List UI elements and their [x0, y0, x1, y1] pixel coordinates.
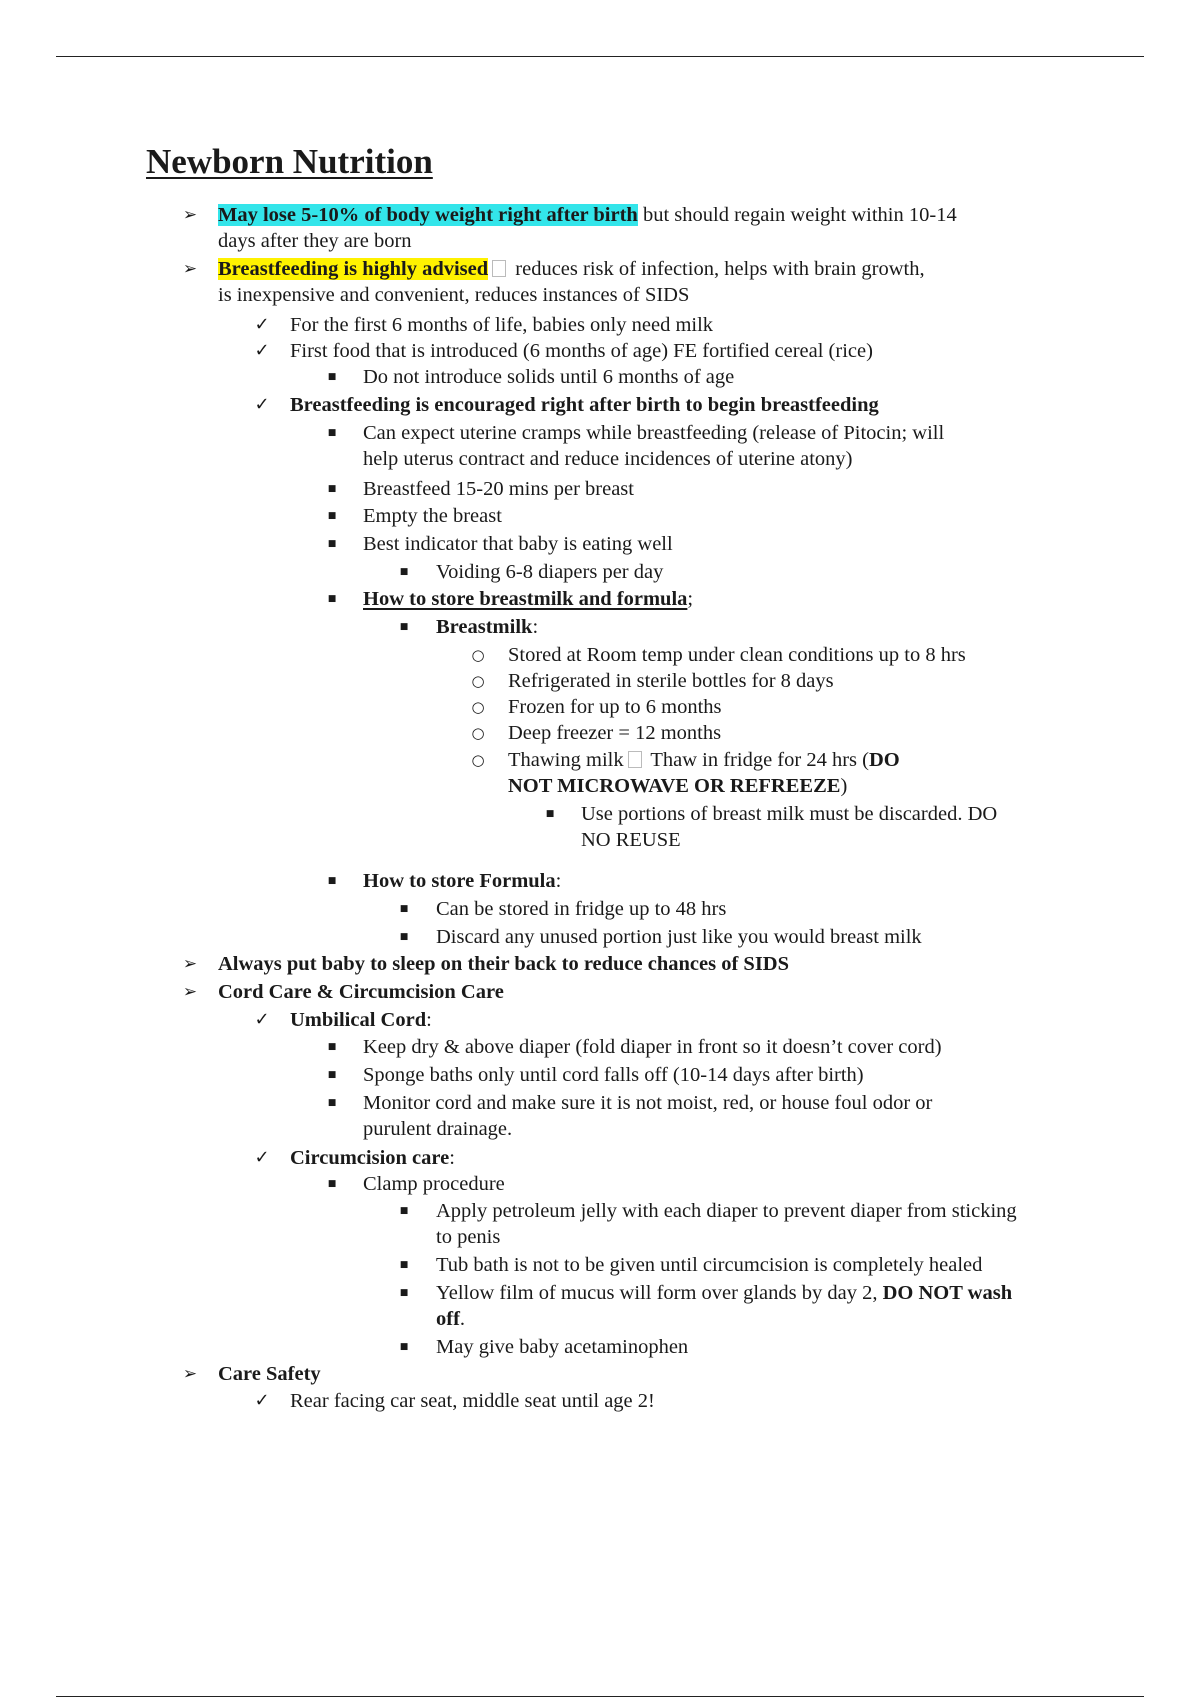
square-bullet-icon: ■ — [327, 539, 337, 549]
list-item — [363, 868, 561, 894]
emphasis-text: DO — [868, 749, 900, 771]
circle-bullet-icon: ○ — [471, 698, 485, 716]
square-bullet-icon: ■ — [399, 1342, 409, 1352]
square-bullet-icon: ■ — [399, 904, 409, 914]
check-bullet-icon: ✓ — [254, 1390, 270, 1411]
square-bullet-icon: ■ — [399, 1288, 409, 1298]
list-item: Care Safety — [218, 1363, 321, 1385]
check-bullet-icon: ✓ — [254, 314, 270, 335]
list-item: Can be stored in fridge up to 48 hrs — [436, 898, 727, 920]
missing-glyph-icon — [628, 751, 642, 768]
item-text-continued: is inexpensive and convenient, reduces instances of SIDS — [218, 284, 690, 306]
square-bullet-icon: ■ — [327, 372, 337, 382]
square-bullet-icon: ■ — [327, 1070, 337, 1080]
emphasis-text: off — [436, 1308, 460, 1330]
item-text: ; — [687, 588, 694, 610]
square-bullet-icon: ■ — [327, 1042, 337, 1052]
list-item: Stored at Room temp under clean conditions up to 8 hrs — [508, 644, 966, 666]
list-item — [218, 202, 957, 228]
list-item — [436, 1280, 1012, 1306]
list-item: Breastfeeding is encouraged right after birth to begin breastfeeding — [290, 394, 879, 416]
list-item — [508, 747, 900, 773]
list-item — [218, 256, 925, 282]
list-item: Clamp procedure — [363, 1173, 505, 1195]
arrow-bullet-icon: ➢ — [182, 205, 198, 225]
list-item: Best indicator that baby is eating well — [363, 533, 673, 555]
item-text-continued: NO REUSE — [581, 829, 681, 851]
list-item — [363, 586, 693, 612]
section-heading: How to store breastmilk and formula — [363, 588, 688, 610]
list-item: Can expect uterine cramps while breastfeeding (release of Pitocin; will — [363, 422, 945, 444]
square-bullet-icon: ■ — [399, 1260, 409, 1270]
list-item: Rear facing car seat, middle seat until age 2! — [290, 1390, 655, 1412]
arrow-bullet-icon: ➢ — [182, 982, 198, 1002]
circle-bullet-icon: ○ — [471, 646, 485, 664]
list-item: Frozen for up to 6 months — [508, 696, 722, 718]
list-item: For the first 6 months of life, babies only need milk — [290, 314, 714, 336]
item-text-continued — [436, 1306, 465, 1332]
item-text: Yellow film of mucus will form over glands by day 2, — [436, 1282, 883, 1304]
emphasis-text: DO NOT wash — [882, 1282, 1013, 1304]
list-item: Always put baby to sleep on their back to reduce chances of SIDS — [218, 953, 790, 975]
item-text: : — [532, 616, 539, 638]
item-text-continued — [508, 773, 847, 799]
list-item: Keep dry & above diaper (fold diaper in front so it doesn’t cover cord) — [363, 1036, 942, 1058]
square-bullet-icon: ■ — [399, 622, 409, 632]
square-bullet-icon: ■ — [545, 809, 555, 819]
header-rule — [56, 56, 1144, 57]
check-bullet-icon: ✓ — [254, 1009, 270, 1030]
item-text: Thawing milk — [508, 749, 624, 771]
list-item: Monitor cord and make sure it is not moist, red, or house foul odor or — [363, 1092, 933, 1114]
missing-glyph-icon — [492, 260, 506, 277]
list-item: Apply petroleum jelly with each diaper to prevent diaper from sticking — [436, 1200, 1017, 1222]
square-bullet-icon: ■ — [327, 1098, 337, 1108]
item-text-continued: days after they are born — [218, 230, 412, 252]
list-item: Cord Care & Circumcision Care — [218, 981, 504, 1003]
list-item: Sponge baths only until cord falls off (10-14 days after birth) — [363, 1064, 864, 1086]
check-bullet-icon: ✓ — [254, 394, 270, 415]
emphasis-text: NOT MICROWAVE OR REFREEZE — [508, 775, 841, 797]
arrow-bullet-icon: ➢ — [182, 1364, 198, 1384]
section-heading: Circumcision care — [290, 1147, 450, 1169]
circle-bullet-icon: ○ — [471, 751, 485, 769]
square-bullet-icon: ■ — [327, 428, 337, 438]
square-bullet-icon: ■ — [327, 1179, 337, 1189]
highlighted-text: May lose 5-10% of body weight right after birth — [218, 204, 638, 226]
circle-bullet-icon: ○ — [471, 724, 485, 742]
list-item: Refrigerated in sterile bottles for 8 days — [508, 670, 834, 692]
item-text: Thaw in fridge for 24 hrs ( — [645, 749, 869, 771]
item-text-continued: to penis — [436, 1226, 501, 1248]
item-text: . — [459, 1308, 466, 1330]
item-text-continued: help uterus contract and reduce incidences of uterine atony) — [363, 448, 853, 470]
square-bullet-icon: ■ — [399, 567, 409, 577]
list-item: Discard any unused portion just like you would breast milk — [436, 926, 922, 948]
arrow-bullet-icon: ➢ — [182, 259, 198, 279]
item-text: : — [426, 1009, 432, 1031]
square-bullet-icon: ■ — [327, 484, 337, 494]
check-bullet-icon: ✓ — [254, 1147, 270, 1168]
section-heading: Umbilical Cord — [290, 1009, 427, 1031]
item-text: reduces risk of infection, helps with brain growth, — [510, 258, 925, 280]
arrow-bullet-icon: ➢ — [182, 954, 198, 974]
list-item — [436, 614, 538, 640]
item-text: : — [449, 1147, 455, 1169]
square-bullet-icon: ■ — [327, 876, 337, 886]
list-item: Voiding 6-8 diapers per day — [436, 561, 664, 583]
section-heading: Breastmilk — [436, 616, 533, 638]
circle-bullet-icon: ○ — [471, 672, 485, 690]
square-bullet-icon: ■ — [327, 594, 337, 604]
list-item: Do not introduce solids until 6 months of age — [363, 366, 735, 388]
list-item: First food that is introduced (6 months of age) FE fortified cereal (rice) — [290, 340, 873, 362]
square-bullet-icon: ■ — [327, 511, 337, 521]
square-bullet-icon: ■ — [399, 1206, 409, 1216]
item-text: but should regain weight within 10-14 — [637, 204, 957, 226]
list-item: Breastfeed 15-20 mins per breast — [363, 478, 634, 500]
list-item: Use portions of breast milk must be discarded. DO — [581, 803, 998, 825]
footer-rule — [56, 1696, 1144, 1697]
list-item: Tub bath is not to be given until circumcision is completely healed — [436, 1254, 983, 1276]
item-text: ) — [840, 775, 848, 797]
page-title: Newborn Nutrition — [146, 142, 433, 181]
list-item: May give baby acetaminophen — [436, 1336, 689, 1358]
highlighted-text: Breastfeeding is highly advised — [218, 258, 489, 280]
list-item — [290, 1007, 432, 1033]
list-item: Deep freezer = 12 months — [508, 722, 722, 744]
check-bullet-icon: ✓ — [254, 340, 270, 361]
square-bullet-icon: ■ — [399, 932, 409, 942]
list-item — [290, 1145, 455, 1171]
item-text: : — [555, 870, 562, 892]
section-heading: How to store Formula — [363, 870, 556, 892]
item-text-continued: purulent drainage. — [363, 1118, 513, 1140]
list-item: Empty the breast — [363, 505, 502, 527]
